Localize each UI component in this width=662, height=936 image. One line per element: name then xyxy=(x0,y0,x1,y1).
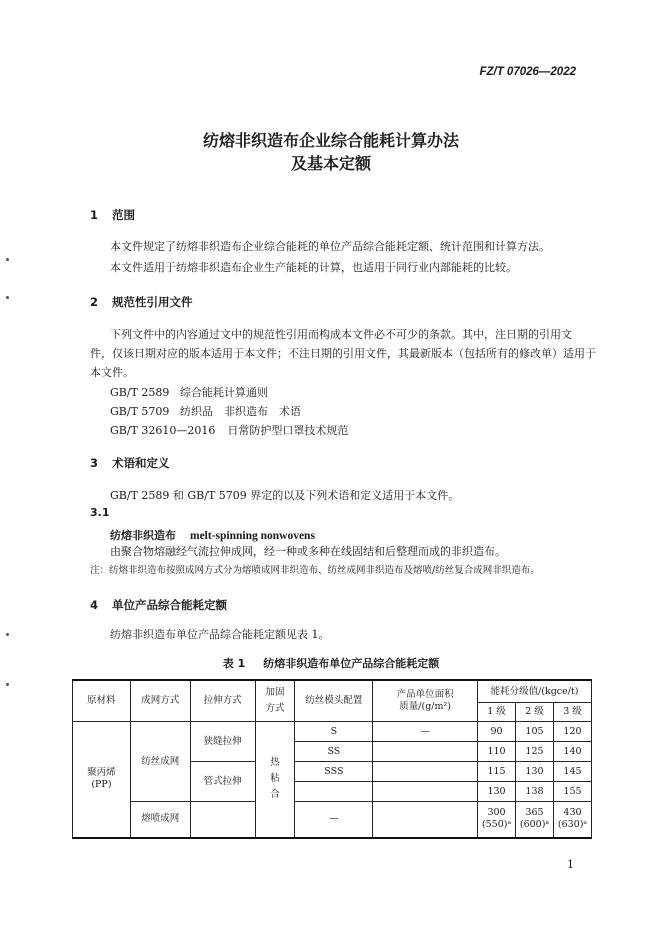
grade2-cell xyxy=(516,802,554,838)
table-caption-text: 纺熔非织造布单位产品综合能耗定额 xyxy=(263,657,440,670)
reference-item xyxy=(110,402,301,421)
reinforce-cell xyxy=(255,722,295,838)
config-cell: — xyxy=(295,802,373,838)
grade1-cell: 115 xyxy=(478,762,516,782)
section-title: 规范性引用文件 xyxy=(112,295,193,309)
section-1-heading xyxy=(90,207,135,223)
reinforce-char: 粘 xyxy=(270,773,280,785)
section-2-heading xyxy=(90,294,193,310)
grade2-cell: 125 xyxy=(516,742,554,762)
section-number: 3 xyxy=(90,456,99,470)
term-definition: 由聚合物熔融经气流拉伸成网，经一种或多种在线固结和后整理而成的非织造布。 xyxy=(110,545,506,558)
document-title-line1: 纺熔非织造布企业综合能耗计算办法 xyxy=(202,131,459,150)
meltblown-stretch-cell xyxy=(190,802,255,838)
scan-speck xyxy=(6,633,9,636)
grade-value: 300 xyxy=(487,807,506,819)
table-row xyxy=(73,802,592,838)
normative-paragraph-line2: 件，仅该日期对应的版本适用于本文件；不注日期的引用文件，其最新版本（包括所有的修改单）适用于 xyxy=(90,347,596,360)
grade1-cell: 110 xyxy=(478,742,516,762)
material-name: 聚丙烯 xyxy=(87,767,116,779)
section-4-heading xyxy=(90,597,227,613)
reference-title: 综合能耗计算通则 xyxy=(180,386,268,399)
scope-paragraph-1: 本文件规定了纺熔非织造布企业综合能耗的单位产品综合能耗定额、统计范围和计算方法。 xyxy=(110,240,550,253)
weight-cell: — xyxy=(373,722,478,742)
section-3-heading xyxy=(90,455,170,471)
reinforce-char: 合 xyxy=(270,789,280,801)
reference-item xyxy=(110,421,348,440)
reference-title: 日常防护型口罩技术规范 xyxy=(227,424,349,437)
grade3-cell: 145 xyxy=(553,762,591,782)
grade2-cell: 138 xyxy=(516,782,554,802)
term-entry xyxy=(110,524,315,543)
reference-code: GB/T 32610—2016 xyxy=(110,424,216,437)
normative-paragraph-line3: 本文件。 xyxy=(90,366,134,379)
config-cell: SS xyxy=(295,742,373,762)
grade2-cell: 130 xyxy=(516,762,554,782)
config-cell: S xyxy=(295,722,373,742)
grade-value-bracket: (550)ᵃ xyxy=(481,819,512,831)
normative-paragraph-line1: 下列文件中的内容通过文中的规范性引用而构成本文件必不可少的条款。其中，注日期的引用文 xyxy=(110,328,572,341)
header-web-forming: 成网方式 xyxy=(130,680,190,722)
weight-cell xyxy=(373,782,478,802)
grade3-cell xyxy=(553,802,591,838)
grade-value-bracket: (630)ᵃ xyxy=(557,819,588,831)
terms-paragraph: GB/T 2589 和 GB/T 5709 界定的以及下列术语和定义适用于本文件。 xyxy=(110,489,460,502)
grade1-cell xyxy=(478,802,516,838)
reference-item xyxy=(110,383,268,402)
scan-speck xyxy=(6,258,9,261)
meltblown-cell: 熔喷成网 xyxy=(130,802,190,838)
header-material: 原材料 xyxy=(73,680,131,722)
page-number: 1 xyxy=(567,858,574,871)
term-note: 注：纺熔非织造布按照成网方式分为熔喷成网非织造布、纺丝成网非织造布及熔喷/纺丝复合成网非织造布。 xyxy=(90,565,540,576)
header-area-weight-line2: 质量/(g/m²) xyxy=(399,701,452,712)
grade3-cell: 155 xyxy=(553,782,591,802)
reference-code: GB/T 5709 xyxy=(110,405,170,418)
document-title-line2: 及基本定额 xyxy=(290,154,371,173)
reference-title: 纺织品 非织造布 术语 xyxy=(180,405,301,418)
grade3-cell: 140 xyxy=(553,742,591,762)
scan-speck xyxy=(6,296,9,299)
grade-value: 430 xyxy=(563,807,582,819)
energy-quota-table xyxy=(72,679,592,839)
subsection-number: 3.1 xyxy=(90,506,110,519)
scope-paragraph-2: 本文件适用于纺熔非织造布企业生产能耗的计算，也适用于同行业内部能耗的比较。 xyxy=(110,261,517,274)
standard-code: FZ/T 07026—2022 xyxy=(479,66,576,78)
grade-value-bracket: (600)ᵃ xyxy=(519,819,550,831)
header-spin-config: 纺丝模头配置 xyxy=(295,680,373,722)
header-grade-3: 3 级 xyxy=(553,703,591,722)
term-chinese: 纺熔非织造布 xyxy=(110,529,176,542)
table-row xyxy=(73,722,592,742)
section-number: 4 xyxy=(90,598,99,612)
header-reinforce: 加固方式 xyxy=(255,680,295,722)
slit-stretch-cell: 狭缝拉伸 xyxy=(190,722,255,762)
header-grade-2: 2 级 xyxy=(516,703,554,722)
table-caption-number: 表 1 xyxy=(222,657,246,670)
grade1-cell: 90 xyxy=(478,722,516,742)
quota-paragraph: 纺熔非织造布单位产品综合能耗定额见表 1。 xyxy=(110,628,330,641)
header-area-weight xyxy=(373,680,478,722)
spunbond-cell: 纺丝成网 xyxy=(130,722,190,802)
config-cell xyxy=(295,782,373,802)
grade-value: 365 xyxy=(525,807,544,819)
weight-cell xyxy=(373,802,478,838)
scan-speck xyxy=(6,683,9,686)
material-cell xyxy=(73,722,131,838)
config-cell: SSS xyxy=(295,762,373,782)
grade1-cell: 130 xyxy=(478,782,516,802)
weight-cell xyxy=(373,762,478,782)
table-caption xyxy=(0,655,662,671)
tube-stretch-cell: 管式拉伸 xyxy=(190,762,255,802)
header-grade-1: 1 级 xyxy=(478,703,516,722)
header-stretching: 拉伸方式 xyxy=(190,680,255,722)
grade3-cell: 120 xyxy=(553,722,591,742)
term-english: melt-spinning nonwovens xyxy=(190,530,315,542)
section-title: 单位产品综合能耗定额 xyxy=(112,598,227,612)
grade2-cell: 105 xyxy=(516,722,554,742)
header-energy-group: 能耗分级值/(kgce/t) xyxy=(478,680,592,703)
reference-code: GB/T 2589 xyxy=(110,386,170,399)
section-number: 2 xyxy=(90,295,99,309)
material-code: (PP) xyxy=(91,779,112,791)
reinforce-char: 热 xyxy=(270,757,280,769)
section-number: 1 xyxy=(90,208,99,222)
header-area-weight-line1: 产品单位面积 xyxy=(396,689,454,700)
section-title: 术语和定义 xyxy=(112,456,170,470)
section-title: 范围 xyxy=(112,208,135,222)
weight-cell xyxy=(373,742,478,762)
